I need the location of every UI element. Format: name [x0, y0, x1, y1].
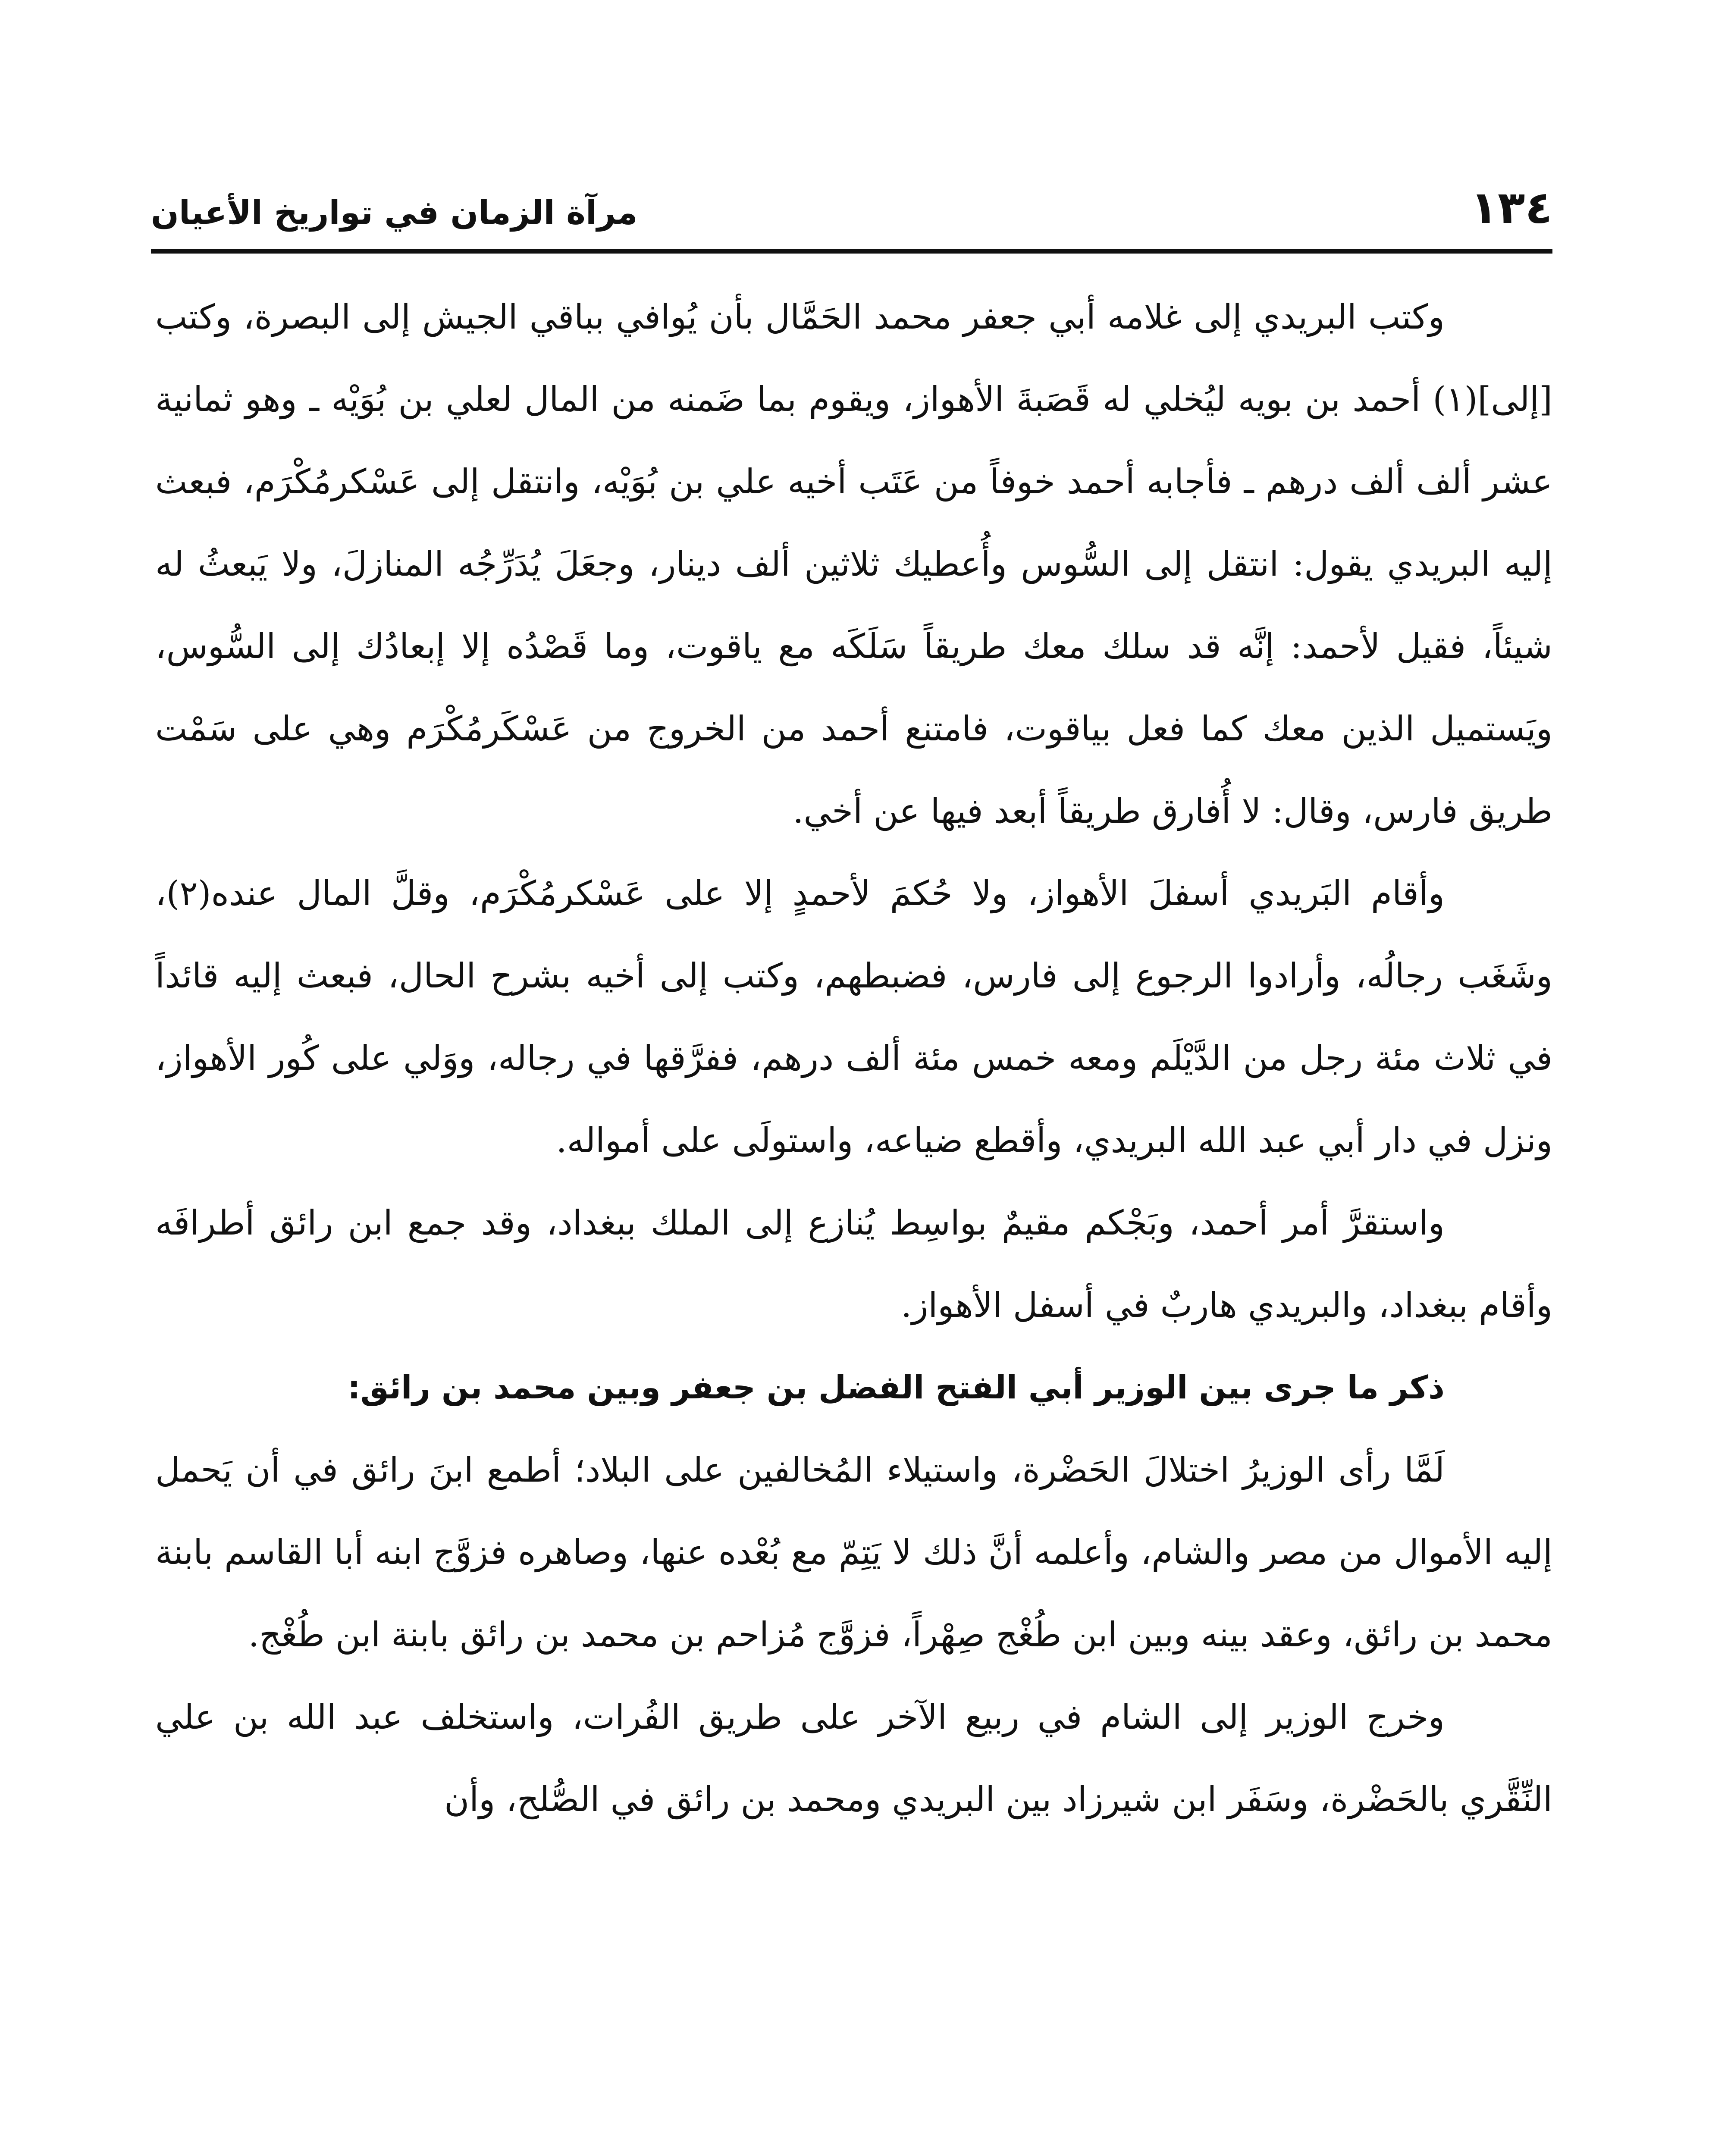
paragraph: واستقرَّ أمر أحمد، وبَجْكم مقيمٌ بواسِط يُنازع إلى الملك ببغداد، وقد جمع ابن رائق أطرافَه وأقام ببغداد، والبريدي هاربٌ في أسفل الأهواز. — [155, 1203, 1552, 1325]
section-heading: ذكر ما جرى بين الوزير أبي الفتح الفضل بن جعفر وبين محمد بن رائق: — [348, 1369, 1445, 1406]
paragraph: وخرج الوزير إلى الشام في ربيع الآخر على طريق الفُرات، واستخلف عبد الله بن علي النِّقَّري بالحَضْرة، وسَفَر ابن شيرزاد بين البريدي ومحمد بن رائق في الصُّلح، وأن — [155, 1697, 1552, 1819]
book-title: مرآة الزمان في تواريخ الأعيان — [151, 193, 638, 232]
running-head — [151, 181, 1552, 250]
paragraph: وأقام البَريدي أسفلَ الأهواز، ولا حُكمَ لأحمدٍ إلا على عَسْكرمُكْرَم، وقلَّ المال عنده(٢)، وشَغَب رجالُه، وأرادوا الرجوع إلى فارس، فضبطهم، وكتب إلى أخيه بشرح الحال، فبعث إليه قائداً في ثلاث مئة رجل من الدَّيْلَم ومعه خمس مئة ألف درهم، ففرَّقها في رجاله، ووَلي على كُور الأهواز، ونزل في دار أبي عبد الله البريدي، وأقطع ضياعه، واستولَى على أمواله. — [155, 874, 1552, 1160]
header-rule — [151, 249, 1552, 254]
paragraph: وكتب البريدي إلى غلامه أبي جعفر محمد الحَمَّال بأن يُوافي بباقي الجيش إلى البصرة، وكتب [إلى](١) أحمد بن بويه ليُخلي له قَصَبةَ الأهواز، ويقوم بما ضَمنه من المال لعلي بن بُوَيْه ـ وهو ثمانية عشر ألف ألف درهم ـ فأجابه أحمد خوفاً من عَتَب أخيه علي بن بُوَيْه، وانتقل إلى عَسْكرمُكْرَم، فبعث إليه البريدي يقول: انتقل إلى السُّوس وأُعطيك ثلاثين ألف دينار، وجعَلَ يُدَرِّجُه المنازلَ، ولا يَبعثُ له شيئاً، فقيل لأحمد: إنَّه قد سلك معك طريقاً سَلَكَه مع ياقوت، وما قَصْدُه إلا إبعادُك إلى السُّوس، ويَستميل الذين معك كما فعل بياقوت، فامتنع أحمد من الخروج من عَسْكَرمُكْرَم وهي على سَمْت طريق فارس، وقال: لا أُفارق طريقاً أبعد فيها عن أخي. — [155, 297, 1552, 831]
page-number: ١٣٤ — [1470, 181, 1552, 234]
main-text — [155, 276, 1552, 1841]
paragraph: لَمَّا رأى الوزيرُ اختلالَ الحَضْرة، واستيلاء المُخالفين على البلاد؛ أطمع ابنَ رائق في أن يَحمل إليه الأموال من مصر والشام، وأعلمه أنَّ ذلك لا يَتِمّ مع بُعْده عنها، وصاهره فزوَّج ابنه أبا القاسم بابنة محمد بن رائق، وعقد بينه وبين ابن طُغْج صِهْراً، فزوَّج مُزاحم بن محمد بن رائق بابنة ابن طُغْج. — [155, 1450, 1552, 1655]
